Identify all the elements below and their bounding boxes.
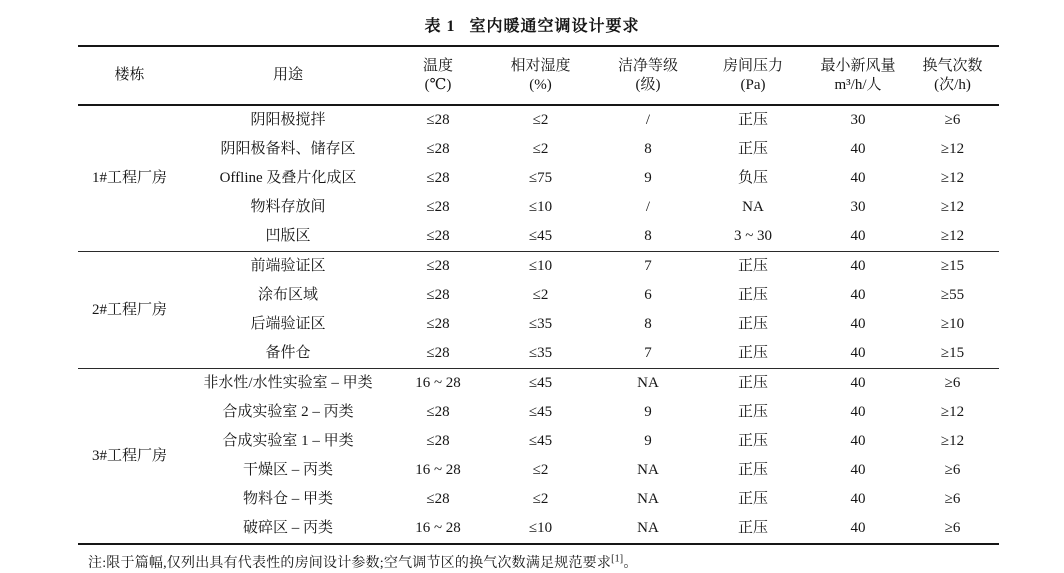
cell-pressure: 正压 [737, 112, 768, 129]
cell-temp: 16 ~ 28 [395, 369, 481, 399]
cell-rh: ≤45 [528, 404, 553, 421]
table-row [78, 252, 999, 282]
cell-rh: ≤2 [532, 287, 549, 304]
table-body [78, 105, 999, 544]
table-row [78, 222, 999, 252]
cell-use: 前端验证区 [181, 252, 395, 282]
col-header-fresh-air: 最小新风量 m³/h/人 [810, 46, 906, 105]
citation-ref: [1] [611, 553, 624, 565]
table-row [78, 427, 999, 456]
cell-rh: ≤45 [528, 433, 553, 450]
cell-use: 合成实验室 2 – 丙类 [222, 404, 354, 421]
cell-rh: ≤75 [528, 170, 553, 187]
table-row [78, 135, 999, 164]
header-row [78, 46, 999, 105]
cell-rh: ≤45 [481, 369, 600, 399]
cell-use: 后端验证区 [250, 316, 326, 333]
cell-fresh-air: 40 [850, 520, 866, 537]
cell-temp: ≤28 [426, 228, 450, 245]
table-header [78, 46, 999, 105]
cell-use: 凹版区 [265, 228, 311, 245]
cell-pressure: 3 ~ 30 [733, 228, 773, 245]
cell-ach: ≥6 [944, 462, 961, 479]
cell-cleanliness: NA [637, 462, 659, 479]
cell-use: 阴阳极备料、储存区 [220, 141, 356, 158]
cell-rh: ≤35 [528, 316, 553, 333]
cell-ach: ≥12 [940, 141, 965, 158]
hvac-requirements-table [78, 45, 999, 545]
cell-ach: ≥12 [940, 228, 965, 245]
cell-cleanliness: 8 [644, 228, 652, 245]
table-row [78, 456, 999, 485]
cell-cleanliness: 6 [644, 287, 652, 304]
cell-cleanliness: 9 [644, 433, 652, 450]
cell-rh: ≤10 [528, 520, 553, 537]
cell-temp: ≤28 [426, 433, 450, 450]
col-header-building: 楼栋 [78, 46, 181, 105]
cell-use: 破碎区 – 丙类 [242, 520, 333, 537]
cell-fresh-air: 40 [850, 433, 866, 450]
cell-pressure: 正压 [737, 520, 768, 537]
cell-ach: ≥12 [940, 170, 965, 187]
cell-use: 干燥区 – 丙类 [242, 462, 333, 479]
cell-use: 非水性/水性实验室 – 甲类 [181, 369, 395, 399]
table-row [78, 369, 999, 399]
cell-fresh-air: 40 [850, 228, 866, 245]
building-cell: 3#工程厂房 [78, 369, 181, 545]
cell-rh: ≤2 [532, 462, 549, 479]
table-row [78, 514, 999, 544]
cell-rh: ≤2 [532, 112, 549, 129]
table-row [78, 105, 999, 135]
cell-fresh-air: 40 [850, 491, 866, 508]
cell-pressure: 正压 [737, 316, 768, 333]
cell-ach: ≥15 [906, 252, 999, 282]
cell-pressure: 正压 [737, 491, 768, 508]
cell-pressure: 正压 [737, 433, 768, 450]
cell-fresh-air: 40 [810, 252, 906, 282]
cell-temp: ≤28 [426, 404, 450, 421]
table-row [78, 164, 999, 193]
footnote-text: 注:限于篇幅,仅列出具有代表性的房间设计参数;空气调节区的换气次数满足规范要求 [88, 556, 612, 571]
cell-ach: ≥6 [944, 112, 961, 129]
cell-cleanliness: NA [637, 491, 659, 508]
cell-temp: ≤28 [426, 491, 450, 508]
cell-fresh-air: 40 [850, 462, 866, 479]
col-header-rh: 相对湿度 (%) [481, 46, 600, 105]
cell-use: 物料仓 – 甲类 [242, 491, 333, 508]
cell-fresh-air: 30 [850, 112, 866, 129]
cell-ach: ≥15 [940, 345, 965, 362]
cell-pressure: 正压 [737, 404, 768, 421]
cell-fresh-air: 40 [810, 369, 906, 399]
table-footnote [88, 552, 1064, 572]
cell-rh: ≤10 [528, 199, 553, 216]
cell-rh: ≤35 [528, 345, 553, 362]
cell-temp: ≤28 [426, 170, 450, 187]
cell-fresh-air: 40 [850, 316, 866, 333]
cell-use: 涂布区域 [257, 287, 318, 304]
cell-pressure: 正压 [737, 287, 768, 304]
cell-fresh-air: 40 [850, 404, 866, 421]
cell-cleanliness: 9 [644, 170, 652, 187]
cell-cleanliness: NA [600, 369, 696, 399]
cell-temp: ≤28 [395, 252, 481, 282]
cell-cleanliness: 9 [644, 404, 652, 421]
col-header-temp: 温度 (℃) [395, 46, 481, 105]
cell-ach: ≥12 [940, 404, 965, 421]
cell-ach: ≥12 [940, 199, 965, 216]
table-number: 表 1 [424, 18, 456, 35]
table-row [78, 398, 999, 427]
cell-temp: ≤28 [426, 199, 450, 216]
cell-ach: ≥55 [940, 287, 965, 304]
cell-fresh-air: 40 [850, 170, 866, 187]
cell-pressure: 正压 [737, 141, 768, 158]
cell-pressure: NA [742, 199, 764, 216]
cell-cleanliness: 7 [600, 252, 696, 282]
table-row [78, 485, 999, 514]
cell-cleanliness: 8 [644, 141, 652, 158]
cell-fresh-air: 30 [850, 199, 866, 216]
table-row [78, 310, 999, 339]
footnote-end: 。 [623, 556, 638, 571]
cell-use: 合成实验室 1 – 甲类 [222, 433, 354, 450]
table-row [78, 339, 999, 369]
cell-temp: ≤28 [426, 316, 450, 333]
cell-cleanliness: NA [637, 520, 659, 537]
cell-cleanliness: 8 [644, 316, 652, 333]
cell-rh: ≤2 [532, 141, 549, 158]
cell-use: 备件仓 [265, 345, 311, 362]
cell-temp: ≤28 [426, 287, 450, 304]
col-header-use: 用途 [181, 46, 395, 105]
table-row [78, 193, 999, 222]
cell-use: 阴阳极搅拌 [250, 112, 326, 129]
cell-pressure: 正压 [696, 252, 810, 282]
cell-cleanliness: / [645, 199, 651, 216]
cell-fresh-air: 40 [850, 287, 866, 304]
table-row [78, 281, 999, 310]
cell-ach: ≥6 [944, 520, 961, 537]
cell-ach: ≥6 [944, 491, 961, 508]
cell-temp: ≤28 [426, 345, 450, 362]
cell-rh: ≤2 [532, 491, 549, 508]
table-title-text: 室内暖通空调设计要求 [469, 18, 640, 35]
cell-pressure: 正压 [737, 462, 768, 479]
col-header-ach: 换气次数 (次/h) [906, 46, 999, 105]
col-header-cleanliness: 洁净等级 (级) [600, 46, 696, 105]
cell-temp: 16 ~ 28 [415, 462, 461, 479]
cell-temp: ≤28 [426, 141, 450, 158]
cell-fresh-air: 40 [850, 345, 866, 362]
cell-pressure: 正压 [737, 345, 768, 362]
table-title [0, 0, 1064, 36]
cell-rh: ≤10 [481, 252, 600, 282]
cell-cleanliness: 7 [644, 345, 652, 362]
cell-cleanliness: / [645, 112, 651, 129]
cell-ach: ≥10 [940, 316, 965, 333]
cell-pressure: 正压 [696, 369, 810, 399]
col-header-pressure: 房间压力 (Pa) [696, 46, 810, 105]
building-cell: 2#工程厂房 [78, 252, 181, 369]
cell-ach: ≥6 [906, 369, 999, 399]
cell-rh: ≤45 [528, 228, 553, 245]
cell-pressure: 负压 [737, 170, 768, 187]
cell-fresh-air: 40 [850, 141, 866, 158]
cell-use: 物料存放间 [250, 199, 326, 216]
cell-temp: 16 ~ 28 [415, 520, 461, 537]
building-cell: 1#工程厂房 [91, 170, 167, 187]
cell-use: Offline 及叠片化成区 [219, 170, 357, 187]
cell-ach: ≥12 [940, 433, 965, 450]
cell-temp: ≤28 [426, 112, 450, 129]
